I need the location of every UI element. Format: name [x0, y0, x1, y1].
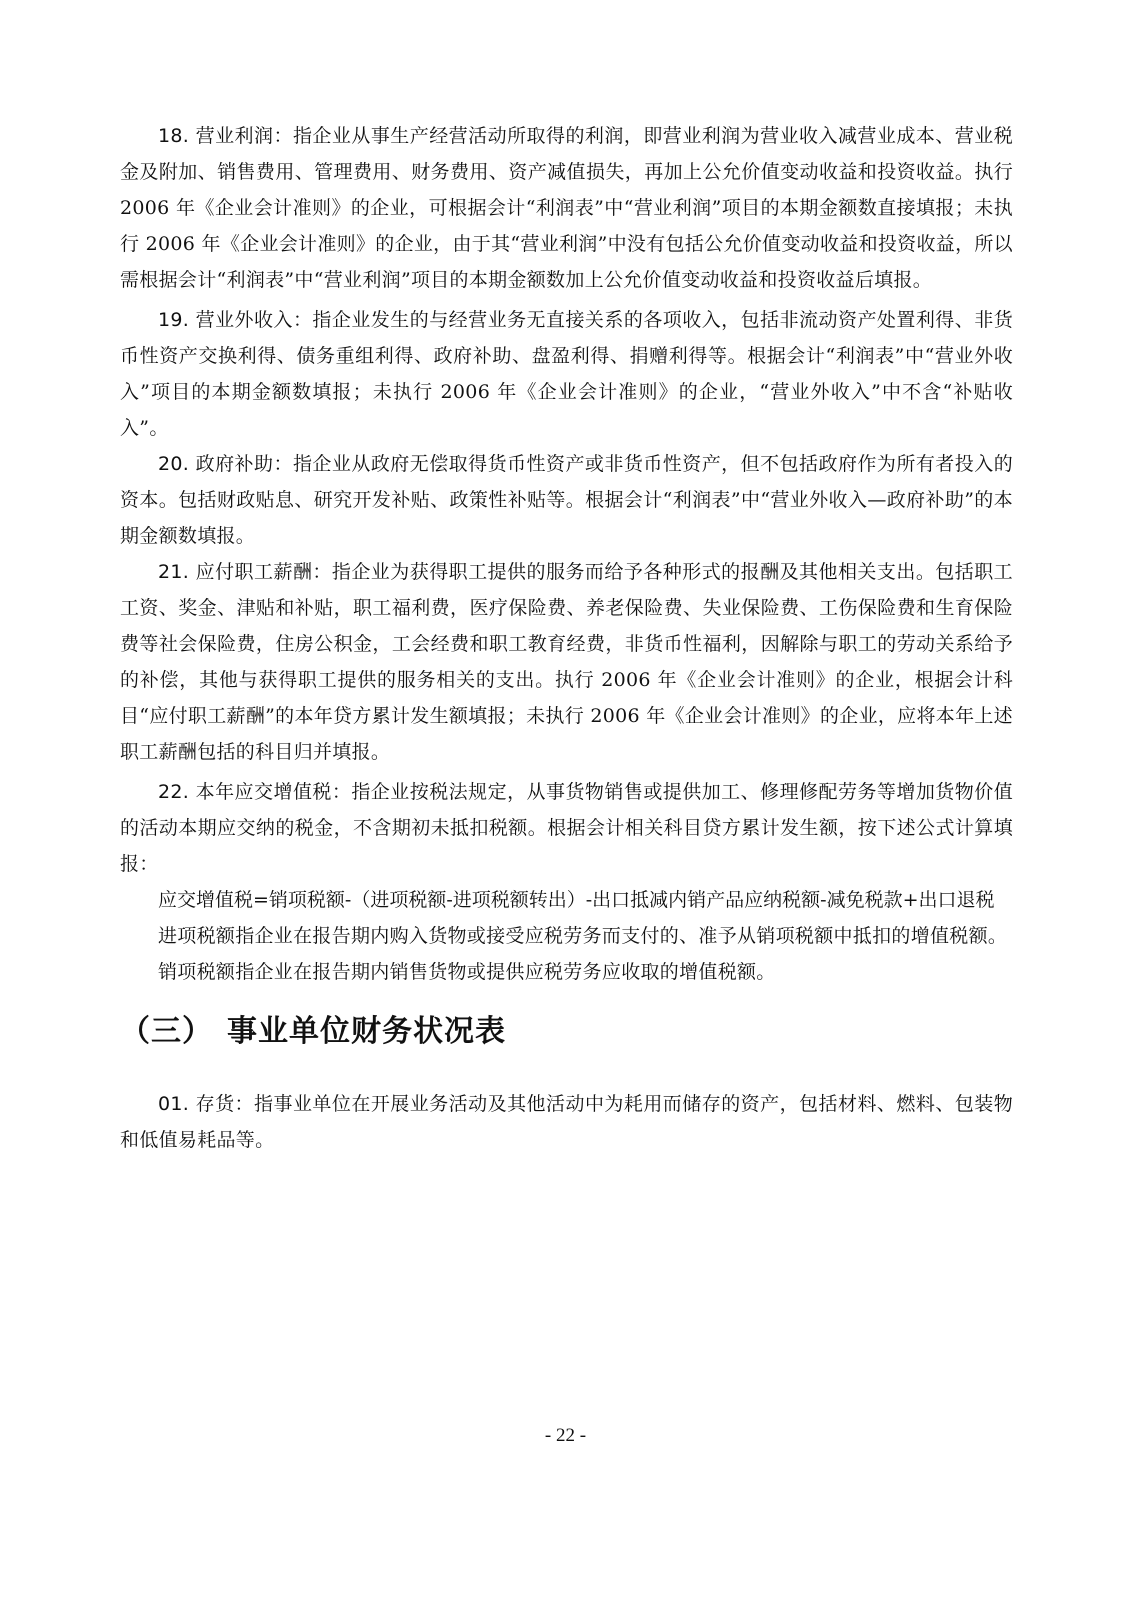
section-number: （三） — [120, 1014, 213, 1049]
paragraph-government-subsidy — [120, 446, 1013, 554]
paragraph-non-operating-income — [120, 302, 1013, 446]
paragraph-text: 指企业从政府无偿取得货币性资产或非货币性资产，但不包括政府作为所有者投入的资本。包括财政贴息、研究开发补贴、政策性补贴等。根据会计“利润表”中“营业外收入—政府补助”的本期金额数填报。 — [120, 453, 1013, 547]
paragraph-text: 指企业从事生产经营活动所取得的利润，即营业利润为营业收入减营业成本、营业税金及附加、销售费用、管理费用、财务费用、资产减值损失，再加上公允价值变动收益和投资收益。执行 2006 年《企业会计准则》的企业，可根据会计“利润表”中“营业利润”项目的本期金额数直接填报；未执行 2006 年《企业会计准则》的企业，由于其“营业利润”中没有包括公允价值变动收益和投资收益，所以需根据会计“利润表”中“营业利润”项目的本期金额数加上公允价值变动收益和投资收益后填报。 — [120, 125, 1013, 291]
term-label: 18. 营业利润： — [158, 125, 293, 147]
vat-formula: 应交增值税=销项税额-（进项税额-进项税额转出）-出口抵减内销产品应纳税额-减免税款+出口退税 — [158, 889, 995, 911]
paragraph-text: 指企业为获得职工提供的服务而给予各种形式的报酬及其他相关支出。包括职工工资、奖金、津贴和补贴，职工福利费，医疗保险费、养老保险费、失业保险费、工伤保险费和生育保险费等社会保险费，住房公积金，工会经费和职工教育经费，非货币性福利，因解除与职工的劳动关系给予的补偿，其他与获得职工提供的服务相关的支出。执行 2006 年《企业会计准则》的企业，根据会计科目“应付职工薪酬”的本年贷方累计发生额填报；未执行 2006 年《企业会计准则》的企业，应将本年上述职工薪酬包括的科目归并填报。 — [120, 561, 1013, 763]
note-output-tax: 销项税额指企业在报告期内销售货物或提供应税劳务应收取的增值税额。 — [158, 961, 776, 983]
paragraph-operating-profit — [120, 118, 1013, 298]
note-input-tax: 进项税额指企业在报告期内购入货物或接受应税劳务而支付的、准予从销项税额中抵扣的增值税额。 — [158, 925, 1008, 947]
document-page — [120, 118, 1013, 1158]
term-label: 01. 存货： — [158, 1093, 255, 1115]
term-label: 19. 营业外收入： — [158, 309, 313, 331]
page-number: - 22 - — [544, 1425, 587, 1446]
term-label: 20. 政府补助： — [158, 453, 293, 475]
paragraph-employee-compensation — [120, 554, 1013, 770]
paragraph-text: 指企业按税法规定，从事货物销售或提供加工、修理修配劳务等增加货物价值的活动本期应交纳的税金，不含期初未抵扣税额。根据会计相关科目贷方累计发生额，按下述公式计算填报： — [120, 781, 1013, 875]
paragraph-text: 指事业单位在开展业务活动及其他活动中为耗用而储存的资产，包括材料、燃料、包装物和低值易耗品等。 — [120, 1093, 1014, 1151]
paragraph-vat-payable — [120, 774, 1013, 882]
section-heading — [120, 1010, 1013, 1054]
paragraph-text: 指企业发生的与经营业务无直接关系的各项收入，包括非流动资产处置利得、非货币性资产交换利得、债务重组利得、政府补助、盘盈利得、捐赠利得等。根据会计“利润表”中“营业外收入”项目的本期金额数填报；未执行 2006 年《企业会计准则》的企业，“营业外收入”中不含“补贴收入”。 — [120, 309, 1013, 439]
section-title: 事业单位财务状况表 — [227, 1014, 506, 1049]
paragraph-inventory — [120, 1086, 1013, 1158]
term-label: 22. 本年应交增值税： — [158, 781, 352, 803]
term-label: 21. 应付职工薪酬： — [158, 561, 332, 583]
